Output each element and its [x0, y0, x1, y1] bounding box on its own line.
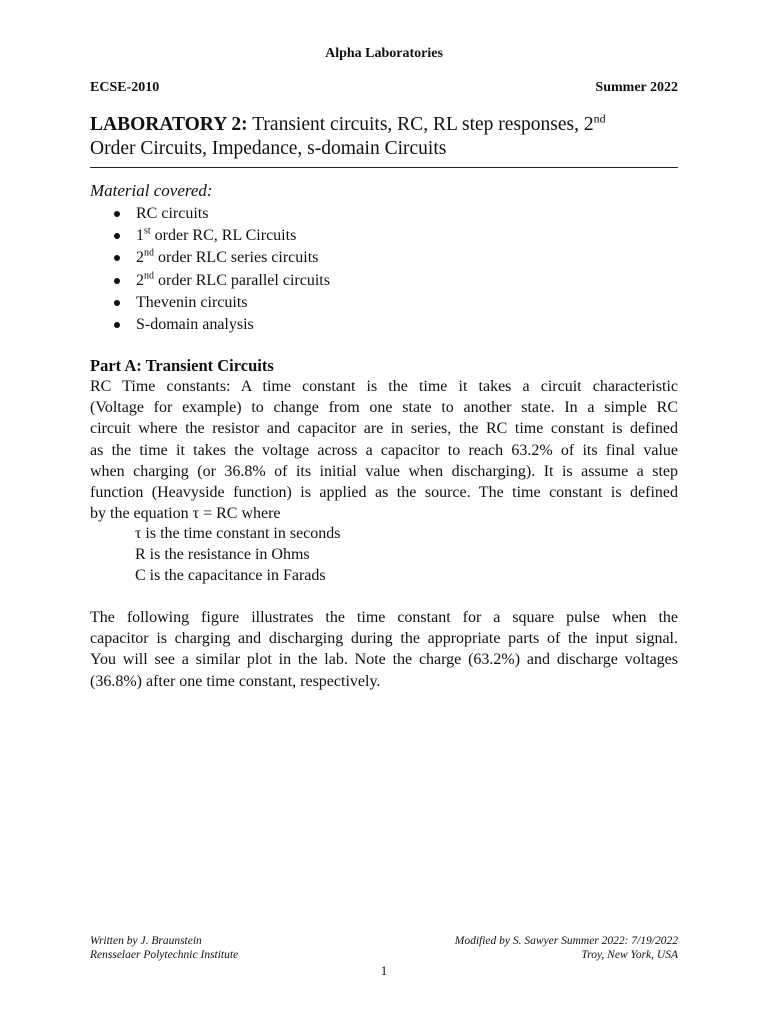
title-divider: [90, 167, 678, 168]
definitions-list: [135, 523, 341, 587]
lab-label: LABORATORY 2:: [90, 114, 248, 135]
paragraph-line: RC Time constants: A time constant is the time it takes a circuit characteristic: [90, 378, 678, 395]
list-item: S-domain analysis: [110, 314, 330, 336]
list-item: 2nd order RLC series circuits: [110, 247, 330, 269]
section-heading-part-a: Part A: Transient Circuits: [90, 356, 274, 375]
page-number: 1: [380, 963, 388, 978]
bullet-icon: [114, 211, 120, 217]
paragraph-line: when charging (or 36.8% of its initial value when discharging). It is assume a step: [90, 462, 678, 480]
paragraph-line: (36.8%) after one time constant, respectively.: [90, 672, 381, 690]
material-list: [110, 203, 330, 336]
footer-author-name: Written by J. Braunstein: [90, 935, 202, 947]
list-item: 2nd order RLC parallel circuits: [110, 270, 330, 292]
paragraph-line: function (Heavyside function) is applied as the source. The time constant is defined: [90, 484, 678, 502]
footer-author: [90, 934, 238, 962]
paragraph-line: (Voltage for example) to change from one state to another state. In a simple RC: [90, 399, 678, 417]
material-heading: Material covered:: [90, 181, 213, 200]
lab-title-superscript: nd: [593, 111, 606, 126]
footer-modified: [455, 934, 678, 962]
list-item: 1st order RC, RL Circuits: [110, 225, 330, 247]
bullet-icon: [114, 278, 120, 284]
list-item: Thevenin circuits: [110, 292, 330, 314]
lab-title: [90, 113, 680, 161]
list-item: RC circuits: [110, 203, 330, 225]
lab-title-text-2: Order Circuits, Impedance, s-domain Circuits: [90, 138, 447, 159]
footer-modified-by: Modified by S. Sawyer Summer 2022: 7/19/2022: [454, 935, 678, 947]
footer-institution: Rensselaer Polytechnic Institute: [90, 949, 239, 961]
lab-title-text-1: Transient circuits, RC, RL step responses, 2: [247, 114, 594, 135]
definition-r: R is the resistance in Ohms: [135, 546, 310, 564]
paragraph-line: circuit where the resistor and capacitor are in series, the RC time constant is defined: [90, 420, 678, 438]
organization-name: Alpha Laboratories: [325, 46, 443, 61]
paragraph-line: capacitor is charging and discharging during the appropriate parts of the input signal.: [90, 630, 678, 648]
paragraph-line: by the equation τ = RC where: [90, 505, 281, 523]
footer-location: Troy, New York, USA: [581, 949, 678, 961]
paragraph-line: The following figure illustrates the time constant for a square pulse when the: [90, 609, 678, 626]
paragraph-line: You will see a similar plot in the lab. Note the charge (63.2%) and discharge voltages: [90, 651, 678, 669]
paragraph-line: as the time it takes the voltage across a capacitor to reach 63.2% of its final value: [90, 441, 678, 459]
bullet-icon: [114, 255, 120, 261]
bullet-icon: [114, 300, 120, 306]
definition-c: C is the capacitance in Farads: [135, 567, 326, 585]
bullet-icon: [114, 322, 120, 328]
paragraph-time-constants: [90, 376, 678, 524]
paragraph-figure-intro: [90, 607, 678, 692]
bullet-icon: [114, 233, 120, 239]
term-label: Summer 2022: [595, 80, 678, 95]
course-code: ECSE-2010: [90, 80, 160, 95]
definition-tau: τ is the time constant in seconds: [135, 525, 341, 542]
course-row: [90, 80, 678, 96]
